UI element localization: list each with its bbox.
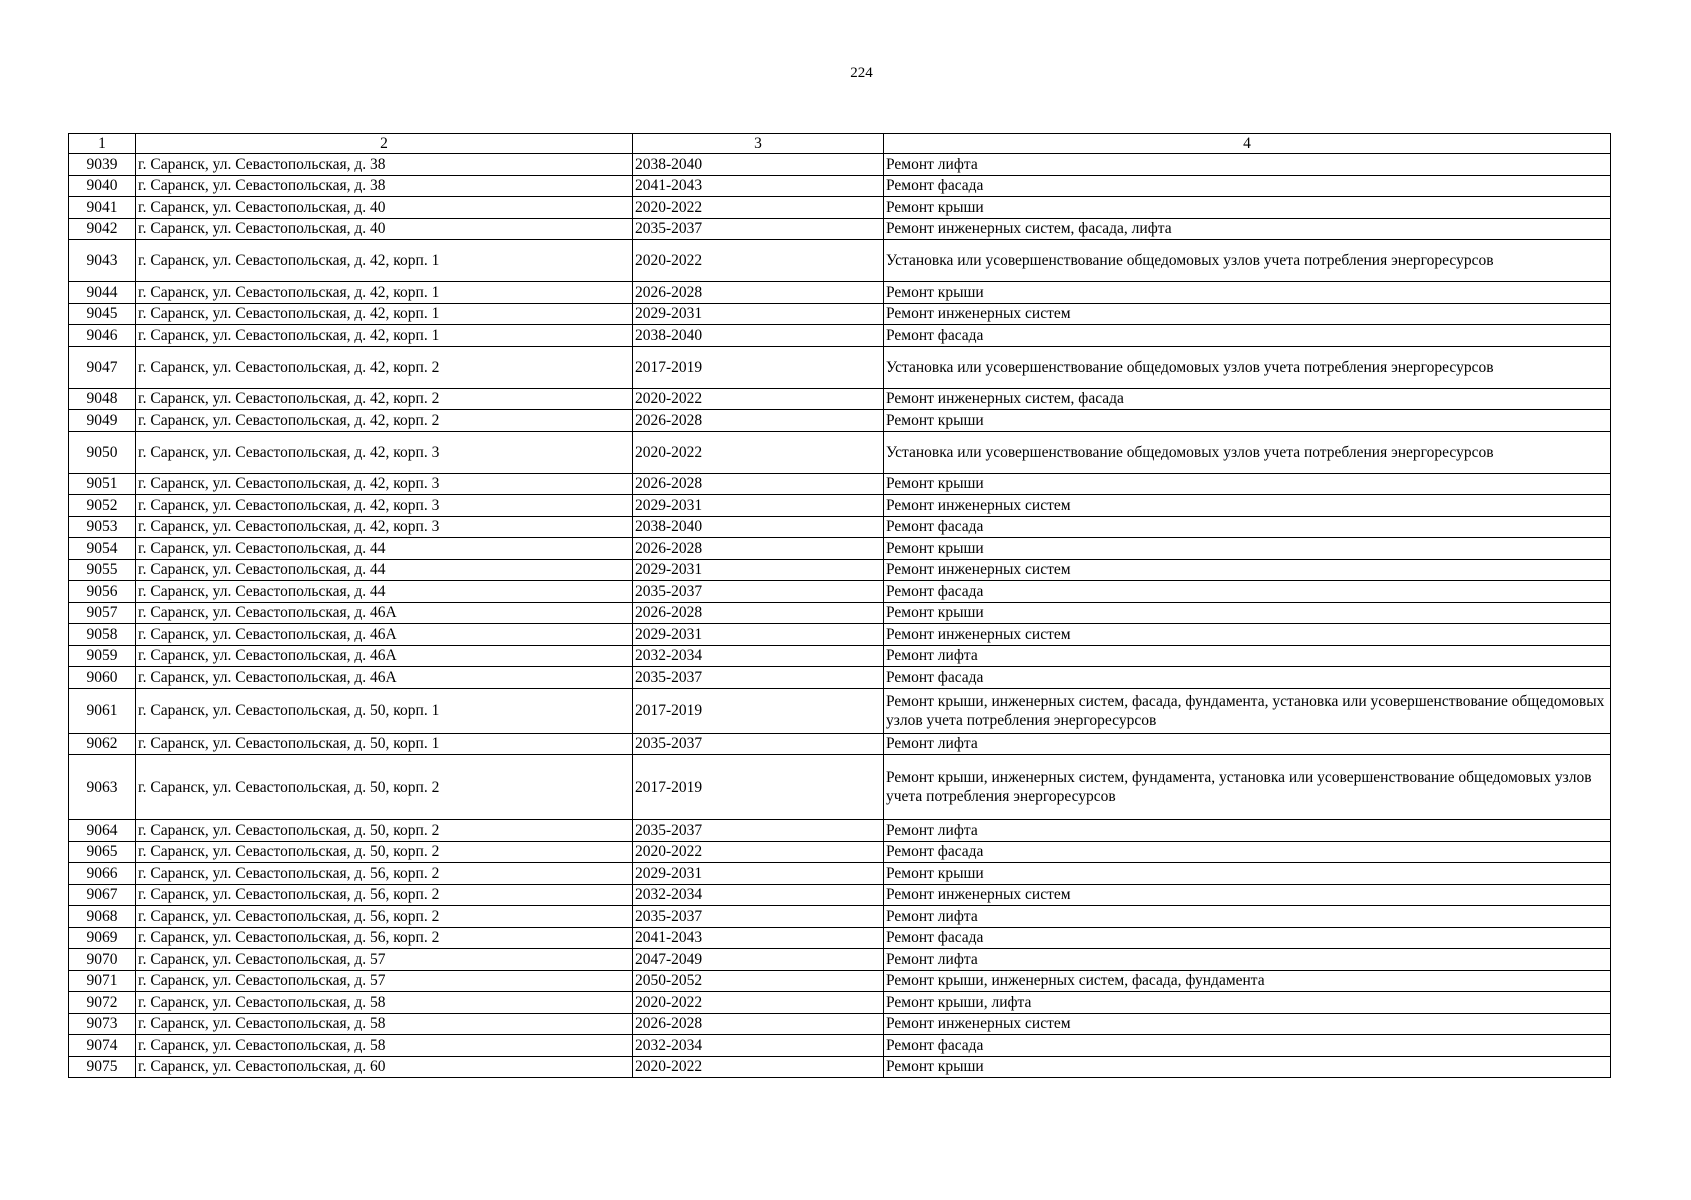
- period-cell: 2026-2028: [633, 282, 884, 304]
- row-number-cell: 9046: [69, 325, 136, 347]
- row-number-cell: 9071: [69, 970, 136, 992]
- row-number-cell: 9061: [69, 688, 136, 733]
- table-row: [69, 624, 1611, 646]
- table-row: [69, 410, 1611, 432]
- table-row: [69, 863, 1611, 885]
- row-number-cell: 9063: [69, 755, 136, 820]
- table-body: [69, 154, 1611, 1078]
- period-cell: 2029-2031: [633, 559, 884, 581]
- table-row: [69, 1035, 1611, 1057]
- period-cell: 2035-2037: [633, 581, 884, 603]
- table-row: [69, 175, 1611, 197]
- row-number-cell: 9048: [69, 388, 136, 410]
- work-cell: Ремонт крыши, инженерных систем, фасада, фундамента: [884, 970, 1611, 992]
- period-cell: 2035-2037: [633, 667, 884, 689]
- table-row: [69, 346, 1611, 388]
- work-cell: Установка или усовершенствование общедомовых узлов учета потребления энергоресурсов: [884, 431, 1611, 473]
- address-cell: г. Саранск, ул. Севастопольская, д. 56, корп. 2: [136, 906, 633, 928]
- row-number-cell: 9054: [69, 538, 136, 560]
- period-cell: 2032-2034: [633, 884, 884, 906]
- work-cell: Ремонт инженерных систем, фасада, лифта: [884, 218, 1611, 240]
- address-cell: г. Саранск, ул. Севастопольская, д. 42, корп. 1: [136, 325, 633, 347]
- address-cell: г. Саранск, ул. Севастопольская, д. 46А: [136, 624, 633, 646]
- address-cell: г. Саранск, ул. Севастопольская, д. 40: [136, 197, 633, 219]
- table-row: [69, 602, 1611, 624]
- work-cell: Ремонт крыши, лифта: [884, 992, 1611, 1014]
- period-cell: 2038-2040: [633, 516, 884, 538]
- table-row: [69, 1056, 1611, 1078]
- column-header-period: 3: [633, 134, 884, 154]
- period-cell: 2038-2040: [633, 154, 884, 176]
- work-cell: Ремонт инженерных систем: [884, 303, 1611, 325]
- address-cell: г. Саранск, ул. Севастопольская, д. 42, корп. 1: [136, 282, 633, 304]
- row-number-cell: 9064: [69, 820, 136, 842]
- table-row: [69, 733, 1611, 755]
- table-row: [69, 218, 1611, 240]
- work-cell: Ремонт лифта: [884, 645, 1611, 667]
- table-row: [69, 820, 1611, 842]
- table-row: [69, 538, 1611, 560]
- address-cell: г. Саранск, ул. Севастопольская, д. 46А: [136, 645, 633, 667]
- work-cell: Ремонт крыши: [884, 1056, 1611, 1078]
- table-row: [69, 1013, 1611, 1035]
- address-cell: г. Саранск, ул. Севастопольская, д. 50, корп. 2: [136, 841, 633, 863]
- period-cell: 2041-2043: [633, 927, 884, 949]
- address-cell: г. Саранск, ул. Севастопольская, д. 42, корп. 3: [136, 495, 633, 517]
- table-row: [69, 688, 1611, 733]
- work-cell: Ремонт фасада: [884, 581, 1611, 603]
- work-cell: Ремонт крыши: [884, 602, 1611, 624]
- row-number-cell: 9073: [69, 1013, 136, 1035]
- address-cell: г. Саранск, ул. Севастопольская, д. 58: [136, 1035, 633, 1057]
- address-cell: г. Саранск, ул. Севастопольская, д. 56, корп. 2: [136, 884, 633, 906]
- work-cell: Ремонт инженерных систем: [884, 1013, 1611, 1035]
- table-row: [69, 755, 1611, 820]
- table-row: [69, 645, 1611, 667]
- period-cell: 2017-2019: [633, 755, 884, 820]
- period-cell: 2035-2037: [633, 820, 884, 842]
- work-cell: Установка или усовершенствование общедомовых узлов учета потребления энергоресурсов: [884, 240, 1611, 282]
- row-number-cell: 9041: [69, 197, 136, 219]
- address-cell: г. Саранск, ул. Севастопольская, д. 44: [136, 581, 633, 603]
- table-row: [69, 841, 1611, 863]
- period-cell: 2038-2040: [633, 325, 884, 347]
- row-number-cell: 9049: [69, 410, 136, 432]
- row-number-cell: 9072: [69, 992, 136, 1014]
- table-row: [69, 884, 1611, 906]
- work-cell: Ремонт лифта: [884, 154, 1611, 176]
- row-number-cell: 9044: [69, 282, 136, 304]
- period-cell: 2026-2028: [633, 473, 884, 495]
- address-cell: г. Саранск, ул. Севастопольская, д. 38: [136, 175, 633, 197]
- period-cell: 2047-2049: [633, 949, 884, 971]
- row-number-cell: 9068: [69, 906, 136, 928]
- period-cell: 2041-2043: [633, 175, 884, 197]
- period-cell: 2035-2037: [633, 733, 884, 755]
- address-cell: г. Саранск, ул. Севастопольская, д. 44: [136, 559, 633, 581]
- address-cell: г. Саранск, ул. Севастопольская, д. 56, корп. 2: [136, 927, 633, 949]
- repair-schedule-table: [68, 133, 1611, 1078]
- address-cell: г. Саранск, ул. Севастопольская, д. 57: [136, 949, 633, 971]
- row-number-cell: 9050: [69, 431, 136, 473]
- period-cell: 2020-2022: [633, 841, 884, 863]
- work-cell: Ремонт крыши, инженерных систем, фундамента, установка или усовершенствование общедомовых узлов учета потребления энергоресурсов: [884, 755, 1611, 820]
- period-cell: 2035-2037: [633, 906, 884, 928]
- address-cell: г. Саранск, ул. Севастопольская, д. 42, корп. 3: [136, 431, 633, 473]
- row-number-cell: 9070: [69, 949, 136, 971]
- work-cell: Ремонт фасада: [884, 1035, 1611, 1057]
- table-row: [69, 581, 1611, 603]
- table-row: [69, 431, 1611, 473]
- row-number-cell: 9067: [69, 884, 136, 906]
- table-row: [69, 992, 1611, 1014]
- row-number-cell: 9059: [69, 645, 136, 667]
- period-cell: 2029-2031: [633, 303, 884, 325]
- address-cell: г. Саранск, ул. Севастопольская, д. 46А: [136, 602, 633, 624]
- period-cell: 2032-2034: [633, 645, 884, 667]
- row-number-cell: 9055: [69, 559, 136, 581]
- table-row: [69, 388, 1611, 410]
- work-cell: Ремонт инженерных систем: [884, 495, 1611, 517]
- address-cell: г. Саранск, ул. Севастопольская, д. 40: [136, 218, 633, 240]
- column-header-work: 4: [884, 134, 1611, 154]
- row-number-cell: 9058: [69, 624, 136, 646]
- work-cell: Ремонт крыши: [884, 410, 1611, 432]
- row-number-cell: 9043: [69, 240, 136, 282]
- address-cell: г. Саранск, ул. Севастопольская, д. 42, корп. 2: [136, 410, 633, 432]
- work-cell: Ремонт лифта: [884, 949, 1611, 971]
- address-cell: г. Саранск, ул. Севастопольская, д. 50, корп. 2: [136, 820, 633, 842]
- work-cell: Установка или усовершенствование общедомовых узлов учета потребления энергоресурсов: [884, 346, 1611, 388]
- address-cell: г. Саранск, ул. Севастопольская, д. 60: [136, 1056, 633, 1078]
- address-cell: г. Саранск, ул. Севастопольская, д. 50, корп. 1: [136, 733, 633, 755]
- work-cell: Ремонт фасада: [884, 175, 1611, 197]
- work-cell: Ремонт крыши: [884, 282, 1611, 304]
- period-cell: 2032-2034: [633, 1035, 884, 1057]
- work-cell: Ремонт крыши: [884, 473, 1611, 495]
- table-row: [69, 154, 1611, 176]
- period-cell: 2020-2022: [633, 431, 884, 473]
- address-cell: г. Саранск, ул. Севастопольская, д. 42, корп. 2: [136, 388, 633, 410]
- address-cell: г. Саранск, ул. Севастопольская, д. 57: [136, 970, 633, 992]
- period-cell: 2020-2022: [633, 240, 884, 282]
- column-header-address: 2: [136, 134, 633, 154]
- address-cell: г. Саранск, ул. Севастопольская, д. 42, корп. 3: [136, 516, 633, 538]
- address-cell: г. Саранск, ул. Севастопольская, д. 38: [136, 154, 633, 176]
- period-cell: 2026-2028: [633, 538, 884, 560]
- period-cell: 2026-2028: [633, 410, 884, 432]
- column-header-number: 1: [69, 134, 136, 154]
- row-number-cell: 9051: [69, 473, 136, 495]
- period-cell: 2026-2028: [633, 602, 884, 624]
- work-cell: Ремонт лифта: [884, 820, 1611, 842]
- work-cell: Ремонт инженерных систем: [884, 624, 1611, 646]
- work-cell: Ремонт фасада: [884, 325, 1611, 347]
- row-number-cell: 9039: [69, 154, 136, 176]
- table-row: [69, 949, 1611, 971]
- address-cell: г. Саранск, ул. Севастопольская, д. 58: [136, 1013, 633, 1035]
- period-cell: 2017-2019: [633, 346, 884, 388]
- period-cell: 2020-2022: [633, 1056, 884, 1078]
- period-cell: 2017-2019: [633, 688, 884, 733]
- row-number-cell: 9065: [69, 841, 136, 863]
- row-number-cell: 9075: [69, 1056, 136, 1078]
- period-cell: 2050-2052: [633, 970, 884, 992]
- address-cell: г. Саранск, ул. Севастопольская, д. 58: [136, 992, 633, 1014]
- work-cell: Ремонт лифта: [884, 733, 1611, 755]
- table-row: [69, 197, 1611, 219]
- address-cell: г. Саранск, ул. Севастопольская, д. 42, корп. 1: [136, 303, 633, 325]
- row-number-cell: 9066: [69, 863, 136, 885]
- address-cell: г. Саранск, ул. Севастопольская, д. 56, корп. 2: [136, 863, 633, 885]
- row-number-cell: 9056: [69, 581, 136, 603]
- table-row: [69, 516, 1611, 538]
- row-number-cell: 9040: [69, 175, 136, 197]
- address-cell: г. Саранск, ул. Севастопольская, д. 42, корп. 3: [136, 473, 633, 495]
- address-cell: г. Саранск, ул. Севастопольская, д. 46А: [136, 667, 633, 689]
- row-number-cell: 9060: [69, 667, 136, 689]
- row-number-cell: 9053: [69, 516, 136, 538]
- table-row: [69, 970, 1611, 992]
- row-number-cell: 9062: [69, 733, 136, 755]
- work-cell: Ремонт фасада: [884, 927, 1611, 949]
- address-cell: г. Саранск, ул. Севастопольская, д. 42, корп. 2: [136, 346, 633, 388]
- table-row: [69, 495, 1611, 517]
- page-number: 224: [850, 65, 873, 81]
- address-cell: г. Саранск, ул. Севастопольская, д. 50, корп. 1: [136, 688, 633, 733]
- address-cell: г. Саранск, ул. Севастопольская, д. 42, корп. 1: [136, 240, 633, 282]
- table-row: [69, 240, 1611, 282]
- row-number-cell: 9047: [69, 346, 136, 388]
- table-row: [69, 473, 1611, 495]
- row-number-cell: 9042: [69, 218, 136, 240]
- row-number-cell: 9045: [69, 303, 136, 325]
- period-cell: 2026-2028: [633, 1013, 884, 1035]
- work-cell: Ремонт крыши: [884, 538, 1611, 560]
- row-number-cell: 9069: [69, 927, 136, 949]
- table-header-row: [69, 134, 1611, 154]
- table-row: [69, 667, 1611, 689]
- table-row: [69, 906, 1611, 928]
- period-cell: 2035-2037: [633, 218, 884, 240]
- work-cell: Ремонт крыши: [884, 197, 1611, 219]
- address-cell: г. Саранск, ул. Севастопольская, д. 44: [136, 538, 633, 560]
- work-cell: Ремонт фасада: [884, 516, 1611, 538]
- period-cell: 2029-2031: [633, 495, 884, 517]
- work-cell: Ремонт фасада: [884, 667, 1611, 689]
- work-cell: Ремонт инженерных систем: [884, 884, 1611, 906]
- period-cell: 2029-2031: [633, 624, 884, 646]
- period-cell: 2020-2022: [633, 388, 884, 410]
- work-cell: Ремонт крыши: [884, 863, 1611, 885]
- row-number-cell: 9057: [69, 602, 136, 624]
- work-cell: Ремонт крыши, инженерных систем, фасада, фундамента, установка или усовершенствование общедомовых узлов учета потребления энергоресурсов: [884, 688, 1611, 733]
- table-row: [69, 559, 1611, 581]
- period-cell: 2020-2022: [633, 197, 884, 219]
- table-row: [69, 325, 1611, 347]
- period-cell: 2020-2022: [633, 992, 884, 1014]
- row-number-cell: 9074: [69, 1035, 136, 1057]
- work-cell: Ремонт лифта: [884, 906, 1611, 928]
- table-row: [69, 927, 1611, 949]
- work-cell: Ремонт фасада: [884, 841, 1611, 863]
- address-cell: г. Саранск, ул. Севастопольская, д. 50, корп. 2: [136, 755, 633, 820]
- table-row: [69, 282, 1611, 304]
- row-number-cell: 9052: [69, 495, 136, 517]
- table-row: [69, 303, 1611, 325]
- work-cell: Ремонт инженерных систем: [884, 559, 1611, 581]
- period-cell: 2029-2031: [633, 863, 884, 885]
- work-cell: Ремонт инженерных систем, фасада: [884, 388, 1611, 410]
